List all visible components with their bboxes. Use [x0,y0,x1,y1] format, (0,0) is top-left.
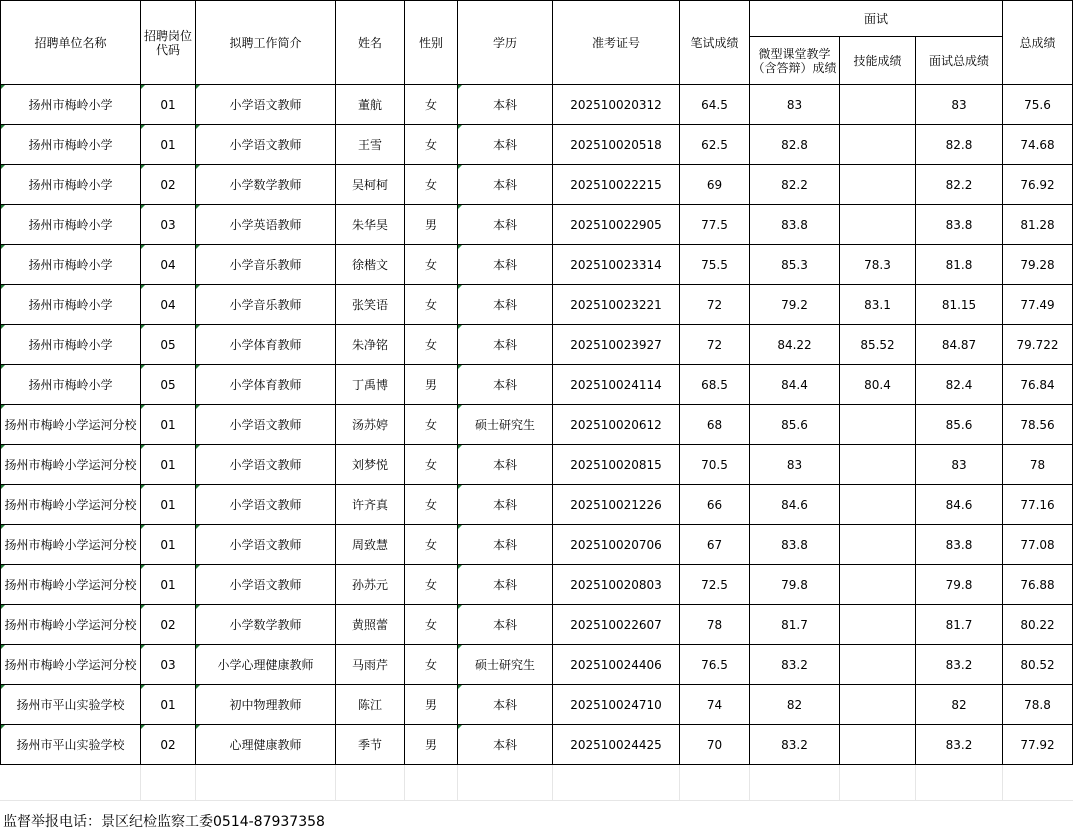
table-row [1,285,1073,325]
gender-cell[interactable]: 女 [405,405,458,445]
job-cell[interactable]: 小学语文教师 [196,445,336,485]
written-score-cell[interactable]: 74 [680,685,750,725]
skill-score-cell[interactable] [840,165,916,205]
total-score-cell[interactable]: 76.88 [1003,565,1073,605]
table-row [1,245,1073,285]
exam-number-cell[interactable]: 202510023221 [553,285,680,325]
education-cell[interactable]: 本科 [458,325,553,365]
code-cell[interactable]: 01 [141,525,196,565]
education-cell[interactable]: 本科 [458,85,553,125]
written-score-cell[interactable]: 70.5 [680,445,750,485]
unit-cell[interactable]: 扬州市梅岭小学 [1,325,141,365]
code-cell[interactable]: 05 [141,325,196,365]
grid-line [915,765,916,800]
code-cell[interactable]: 04 [141,245,196,285]
written-score-cell[interactable]: 75.5 [680,245,750,285]
total-score-cell[interactable]: 77.49 [1003,285,1073,325]
code-cell[interactable]: 04 [141,285,196,325]
skill-score-cell[interactable] [840,485,916,525]
header-written-score: 笔试成绩 [680,1,750,85]
job-cell[interactable]: 小学体育教师 [196,365,336,405]
micro-lesson-score-cell[interactable]: 83 [750,445,840,485]
total-score-cell[interactable]: 78.8 [1003,685,1073,725]
skill-score-cell[interactable] [840,565,916,605]
micro-lesson-score-cell[interactable]: 82.2 [750,165,840,205]
name-cell[interactable]: 孙苏元 [336,565,405,605]
code-cell[interactable]: 01 [141,125,196,165]
unit-cell[interactable]: 扬州市梅岭小学 [1,85,141,125]
written-score-cell[interactable]: 67 [680,525,750,565]
total-score-cell[interactable]: 74.68 [1003,125,1073,165]
unit-cell[interactable]: 扬州市梅岭小学运河分校 [1,405,141,445]
education-cell[interactable]: 本科 [458,205,553,245]
micro-lesson-score-cell[interactable]: 85.3 [750,245,840,285]
table-row [1,565,1073,605]
grid-line [552,765,553,800]
unit-cell[interactable]: 扬州市平山实验学校 [1,725,141,765]
header-skill-score: 技能成绩 [840,37,916,85]
exam-number-cell[interactable]: 202510021226 [553,485,680,525]
education-cell[interactable]: 硕士研究生 [458,645,553,685]
job-cell[interactable]: 小学音乐教师 [196,285,336,325]
total-score-cell[interactable]: 79.28 [1003,245,1073,285]
code-cell[interactable]: 03 [141,645,196,685]
name-cell[interactable]: 刘梦悦 [336,445,405,485]
table-row [1,605,1073,645]
total-score-cell[interactable]: 80.22 [1003,605,1073,645]
written-score-cell[interactable]: 64.5 [680,85,750,125]
table-body [1,85,1073,765]
name-cell[interactable]: 马雨芹 [336,645,405,685]
name-cell[interactable]: 周致慧 [336,525,405,565]
code-cell[interactable]: 01 [141,445,196,485]
gender-cell[interactable]: 女 [405,565,458,605]
header-gender: 性别 [405,1,458,85]
unit-cell[interactable]: 扬州市梅岭小学运河分校 [1,605,141,645]
unit-cell[interactable]: 扬州市梅岭小学运河分校 [1,565,141,605]
gender-cell[interactable]: 女 [405,525,458,565]
job-cell[interactable]: 小学语文教师 [196,405,336,445]
job-cell[interactable]: 小学语文教师 [196,125,336,165]
total-score-cell[interactable]: 76.84 [1003,365,1073,405]
exam-number-cell[interactable]: 202510022215 [553,165,680,205]
interview-total-cell[interactable]: 83.8 [916,525,1003,565]
micro-lesson-score-cell[interactable]: 84.6 [750,485,840,525]
micro-lesson-score-cell[interactable]: 83.8 [750,525,840,565]
unit-cell[interactable]: 扬州市梅岭小学 [1,285,141,325]
code-cell[interactable]: 01 [141,485,196,525]
skill-score-cell[interactable] [840,125,916,165]
interview-total-cell[interactable]: 81.15 [916,285,1003,325]
job-cell[interactable]: 小学语文教师 [196,565,336,605]
grid-line [839,765,840,800]
gender-cell[interactable]: 男 [405,685,458,725]
exam-number-cell[interactable]: 202510024425 [553,725,680,765]
header-unit: 招聘单位名称 [1,1,141,85]
header-exam-number: 准考证号 [553,1,680,85]
job-cell[interactable]: 小学体育教师 [196,325,336,365]
code-cell[interactable]: 01 [141,405,196,445]
interview-total-cell[interactable]: 81.8 [916,245,1003,285]
code-cell[interactable]: 03 [141,205,196,245]
interview-total-cell[interactable]: 83 [916,445,1003,485]
name-cell[interactable]: 董航 [336,85,405,125]
code-cell[interactable]: 05 [141,365,196,405]
job-cell[interactable]: 小学心理健康教师 [196,645,336,685]
job-cell[interactable]: 初中物理教师 [196,685,336,725]
skill-score-cell[interactable] [840,405,916,445]
gender-cell[interactable]: 女 [405,605,458,645]
gender-cell[interactable]: 女 [405,325,458,365]
education-cell[interactable]: 本科 [458,525,553,565]
exam-number-cell[interactable]: 202510023314 [553,245,680,285]
name-cell[interactable]: 季节 [336,725,405,765]
written-score-cell[interactable]: 62.5 [680,125,750,165]
education-cell[interactable]: 本科 [458,605,553,645]
skill-score-cell[interactable] [840,85,916,125]
name-cell[interactable]: 王雪 [336,125,405,165]
table-row [1,125,1073,165]
written-score-cell[interactable]: 68.5 [680,365,750,405]
education-cell[interactable]: 本科 [458,165,553,205]
exam-number-cell[interactable]: 202510024406 [553,645,680,685]
skill-score-cell[interactable] [840,685,916,725]
written-score-cell[interactable]: 70 [680,725,750,765]
skill-score-cell[interactable] [840,725,916,765]
unit-cell[interactable]: 扬州市梅岭小学运河分校 [1,645,141,685]
total-score-cell[interactable]: 77.92 [1003,725,1073,765]
grid-line [1002,765,1003,800]
job-cell[interactable]: 小学语文教师 [196,85,336,125]
grid-line [335,765,336,800]
exam-number-cell[interactable]: 202510020815 [553,445,680,485]
interview-total-cell[interactable]: 82.4 [916,365,1003,405]
table-row [1,645,1073,685]
code-cell[interactable]: 01 [141,85,196,125]
gender-cell[interactable]: 女 [405,125,458,165]
header-micro-lesson-score: 微型课堂教学（含答辩）成绩 [750,37,840,85]
micro-lesson-score-cell[interactable]: 82 [750,685,840,725]
skill-score-cell[interactable]: 85.52 [840,325,916,365]
exam-number-cell[interactable]: 202510020706 [553,525,680,565]
code-cell[interactable]: 02 [141,605,196,645]
total-score-cell[interactable]: 77.16 [1003,485,1073,525]
table-row [1,725,1073,765]
micro-lesson-score-cell[interactable]: 83 [750,85,840,125]
name-cell[interactable]: 陈江 [336,685,405,725]
education-cell[interactable]: 本科 [458,685,553,725]
grid-line [457,765,458,800]
gender-cell[interactable]: 女 [405,85,458,125]
skill-score-cell[interactable]: 83.1 [840,285,916,325]
name-cell[interactable]: 汤苏婷 [336,405,405,445]
micro-lesson-score-cell[interactable]: 85.6 [750,405,840,445]
gender-cell[interactable]: 女 [405,485,458,525]
interview-total-cell[interactable]: 83 [916,85,1003,125]
name-cell[interactable]: 丁禹博 [336,365,405,405]
header-interview: 面试 [750,1,1003,37]
unit-cell[interactable]: 扬州市平山实验学校 [1,685,141,725]
total-score-cell[interactable]: 81.28 [1003,205,1073,245]
micro-lesson-score-cell[interactable]: 84.4 [750,365,840,405]
code-cell[interactable]: 02 [141,165,196,205]
table-row [1,685,1073,725]
grid-line [679,765,680,800]
skill-score-cell[interactable] [840,645,916,685]
exam-number-cell[interactable]: 202510020518 [553,125,680,165]
unit-cell[interactable]: 扬州市梅岭小学 [1,365,141,405]
interview-total-cell[interactable]: 82 [916,685,1003,725]
education-cell[interactable]: 本科 [458,365,553,405]
table-row [1,525,1073,565]
gender-cell[interactable]: 男 [405,365,458,405]
interview-total-cell[interactable]: 84.6 [916,485,1003,525]
name-cell[interactable]: 黄照蕾 [336,605,405,645]
unit-cell[interactable]: 扬州市梅岭小学 [1,245,141,285]
header-interview-total: 面试总成绩 [916,37,1003,85]
table-row [1,445,1073,485]
interview-total-cell[interactable]: 83.8 [916,205,1003,245]
total-score-cell[interactable]: 79.722 [1003,325,1073,365]
skill-score-cell[interactable] [840,445,916,485]
education-cell[interactable]: 本科 [458,245,553,285]
interview-total-cell[interactable]: 83.2 [916,725,1003,765]
job-cell[interactable]: 小学英语教师 [196,205,336,245]
interview-total-cell[interactable]: 82.8 [916,125,1003,165]
total-score-cell[interactable]: 78 [1003,445,1073,485]
micro-lesson-score-cell[interactable]: 79.2 [750,285,840,325]
gender-cell[interactable]: 女 [405,285,458,325]
unit-cell[interactable]: 扬州市梅岭小学运河分校 [1,445,141,485]
table-row [1,325,1073,365]
education-cell[interactable]: 本科 [458,565,553,605]
header-job: 拟聘工作简介 [196,1,336,85]
written-score-cell[interactable]: 72 [680,285,750,325]
empty-grid-row [0,765,1073,801]
code-cell[interactable]: 01 [141,685,196,725]
gender-cell[interactable]: 男 [405,725,458,765]
unit-cell[interactable]: 扬州市梅岭小学 [1,165,141,205]
name-cell[interactable]: 许齐真 [336,485,405,525]
name-cell[interactable]: 朱华昊 [336,205,405,245]
micro-lesson-score-cell[interactable]: 82.8 [750,125,840,165]
education-cell[interactable]: 本科 [458,445,553,485]
skill-score-cell[interactable] [840,525,916,565]
total-score-cell[interactable]: 75.6 [1003,85,1073,125]
written-score-cell[interactable]: 78 [680,605,750,645]
exam-number-cell[interactable]: 202510020312 [553,85,680,125]
table-row [1,485,1073,525]
exam-number-cell[interactable]: 202510023927 [553,325,680,365]
micro-lesson-score-cell[interactable]: 83.2 [750,725,840,765]
interview-total-cell[interactable]: 85.6 [916,405,1003,445]
written-score-cell[interactable]: 66 [680,485,750,525]
education-cell[interactable]: 本科 [458,285,553,325]
header-code: 招聘岗位代码 [141,1,196,85]
skill-score-cell[interactable] [840,605,916,645]
exam-number-cell[interactable]: 202510022607 [553,605,680,645]
interview-total-cell[interactable]: 81.7 [916,605,1003,645]
job-cell[interactable]: 小学数学教师 [196,165,336,205]
job-cell[interactable]: 小学语文教师 [196,525,336,565]
job-cell[interactable]: 心理健康教师 [196,725,336,765]
written-score-cell[interactable]: 77.5 [680,205,750,245]
grid-line [404,765,405,800]
name-cell[interactable]: 朱净铭 [336,325,405,365]
table-row [1,365,1073,405]
education-cell[interactable]: 本科 [458,725,553,765]
total-score-cell[interactable]: 76.92 [1003,165,1073,205]
code-cell[interactable]: 02 [141,725,196,765]
written-score-cell[interactable]: 69 [680,165,750,205]
unit-cell[interactable]: 扬州市梅岭小学 [1,125,141,165]
supervision-hotline: 监督举报电话：景区纪检监察工委0514-87937358 [3,814,325,830]
job-cell[interactable]: 小学数学教师 [196,605,336,645]
code-cell[interactable]: 01 [141,565,196,605]
skill-score-cell[interactable]: 80.4 [840,365,916,405]
exam-number-cell[interactable]: 202510022905 [553,205,680,245]
grid-line [749,765,750,800]
grid-line [195,765,196,800]
written-score-cell[interactable]: 72 [680,325,750,365]
written-score-cell[interactable]: 68 [680,405,750,445]
header-name: 姓名 [336,1,405,85]
exam-number-cell[interactable]: 202510024114 [553,365,680,405]
gender-cell[interactable]: 女 [405,445,458,485]
micro-lesson-score-cell[interactable]: 83.8 [750,205,840,245]
interview-total-cell[interactable]: 82.2 [916,165,1003,205]
header-total-score: 总成绩 [1003,1,1073,85]
gender-cell[interactable]: 女 [405,645,458,685]
skill-score-cell[interactable]: 78.3 [840,245,916,285]
total-score-cell[interactable]: 78.56 [1003,405,1073,445]
micro-lesson-score-cell[interactable]: 81.7 [750,605,840,645]
header-education: 学历 [458,1,553,85]
job-cell[interactable]: 小学音乐教师 [196,245,336,285]
interview-total-cell[interactable]: 84.87 [916,325,1003,365]
table-row [1,165,1073,205]
micro-lesson-score-cell[interactable]: 83.2 [750,645,840,685]
name-cell[interactable]: 张笑语 [336,285,405,325]
interview-total-cell[interactable]: 83.2 [916,645,1003,685]
gender-cell[interactable]: 男 [405,205,458,245]
name-cell[interactable]: 吴柯柯 [336,165,405,205]
education-cell[interactable]: 硕士研究生 [458,405,553,445]
table-row [1,205,1073,245]
exam-number-cell[interactable]: 202510020803 [553,565,680,605]
micro-lesson-score-cell[interactable]: 79.8 [750,565,840,605]
written-score-cell[interactable]: 72.5 [680,565,750,605]
total-score-cell[interactable]: 77.08 [1003,525,1073,565]
micro-lesson-score-cell[interactable]: 84.22 [750,325,840,365]
education-cell[interactable]: 本科 [458,485,553,525]
job-cell[interactable]: 小学语文教师 [196,485,336,525]
unit-cell[interactable]: 扬州市梅岭小学运河分校 [1,485,141,525]
gender-cell[interactable]: 女 [405,245,458,285]
total-score-cell[interactable]: 80.52 [1003,645,1073,685]
interview-total-cell[interactable]: 79.8 [916,565,1003,605]
table-row [1,405,1073,445]
written-score-cell[interactable]: 76.5 [680,645,750,685]
skill-score-cell[interactable] [840,205,916,245]
unit-cell[interactable]: 扬州市梅岭小学运河分校 [1,525,141,565]
unit-cell[interactable]: 扬州市梅岭小学 [1,205,141,245]
gender-cell[interactable]: 女 [405,165,458,205]
grid-line [140,765,141,800]
education-cell[interactable]: 本科 [458,125,553,165]
exam-number-cell[interactable]: 202510024710 [553,685,680,725]
name-cell[interactable]: 徐楷文 [336,245,405,285]
exam-number-cell[interactable]: 202510020612 [553,405,680,445]
table-row [1,85,1073,125]
